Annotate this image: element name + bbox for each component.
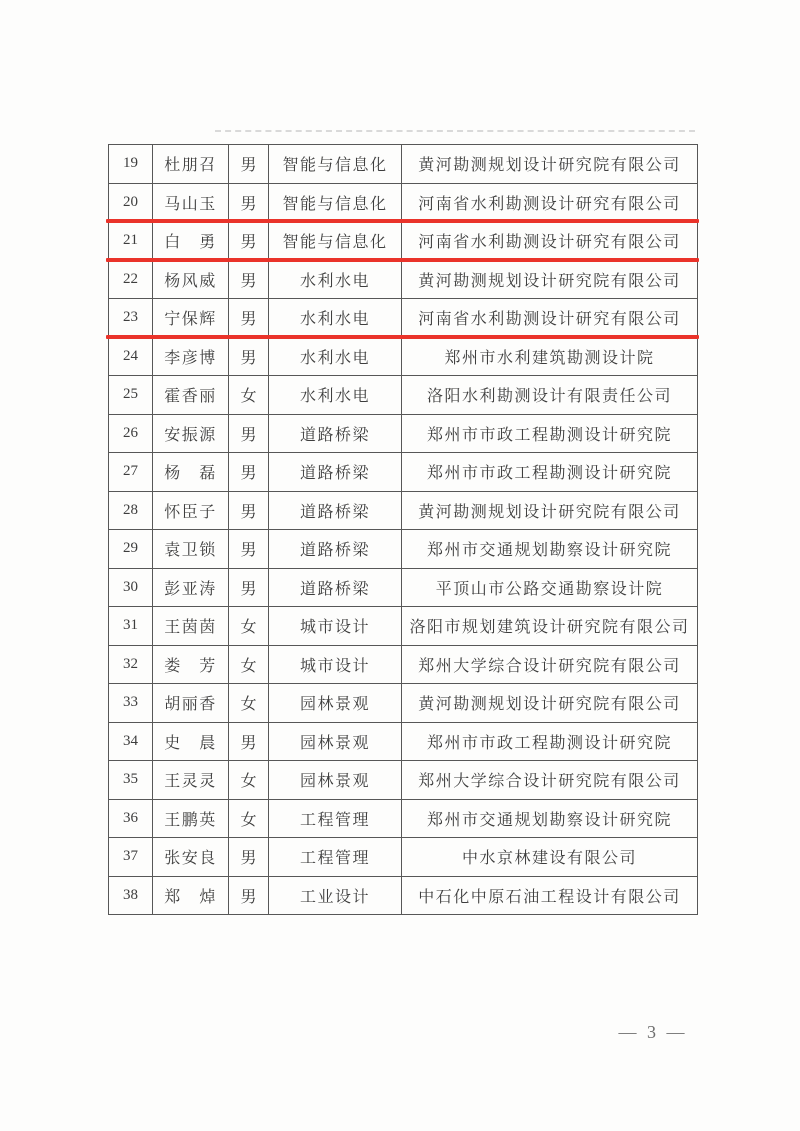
cell-name: 宁保辉 — [153, 299, 229, 338]
cell-category: 园林景观 — [269, 761, 402, 800]
cell-no: 32 — [109, 645, 153, 684]
cell-company: 郑州市市政工程勘测设计研究院 — [402, 453, 698, 492]
cell-company: 郑州市交通规划勘察设计研究院 — [402, 799, 698, 838]
cell-gender: 女 — [229, 799, 269, 838]
cell-name: 袁卫锁 — [153, 530, 229, 569]
cell-category: 道路桥梁 — [269, 568, 402, 607]
table-row — [109, 222, 698, 261]
table-row — [109, 453, 698, 492]
cell-category: 工业设计 — [269, 876, 402, 915]
cell-company: 黄河勘测规划设计研究院有限公司 — [402, 260, 698, 299]
cell-company: 河南省水利勘测设计研究有限公司 — [402, 183, 698, 222]
table-row — [109, 645, 698, 684]
cell-name: 马山玉 — [153, 183, 229, 222]
cell-gender: 男 — [229, 491, 269, 530]
cell-gender: 男 — [229, 145, 269, 184]
cell-category: 园林景观 — [269, 684, 402, 723]
table-row — [109, 260, 698, 299]
cell-company: 中石化中原石油工程设计有限公司 — [402, 876, 698, 915]
cell-category: 智能与信息化 — [269, 183, 402, 222]
cell-no: 36 — [109, 799, 153, 838]
table-row — [109, 876, 698, 915]
cell-no: 35 — [109, 761, 153, 800]
cell-gender: 男 — [229, 722, 269, 761]
cell-gender: 男 — [229, 222, 269, 261]
cell-company: 河南省水利勘测设计研究有限公司 — [402, 222, 698, 261]
cell-company: 黄河勘测规划设计研究院有限公司 — [402, 145, 698, 184]
cell-no: 26 — [109, 414, 153, 453]
cell-no: 34 — [109, 722, 153, 761]
cell-company: 郑州市水利建筑勘测设计院 — [402, 337, 698, 376]
cell-category: 城市设计 — [269, 645, 402, 684]
cell-gender: 女 — [229, 607, 269, 646]
cell-name: 杨 磊 — [153, 453, 229, 492]
cell-gender: 男 — [229, 838, 269, 877]
cell-gender: 女 — [229, 761, 269, 800]
cell-name: 张安良 — [153, 838, 229, 877]
cell-name: 李彦博 — [153, 337, 229, 376]
table-row — [109, 491, 698, 530]
table-row — [109, 145, 698, 184]
cell-company: 河南省水利勘测设计研究有限公司 — [402, 299, 698, 338]
table-row — [109, 799, 698, 838]
cell-gender: 男 — [229, 337, 269, 376]
cell-category: 道路桥梁 — [269, 530, 402, 569]
cell-company: 黄河勘测规划设计研究院有限公司 — [402, 491, 698, 530]
cell-company: 平顶山市公路交通勘察设计院 — [402, 568, 698, 607]
cell-name: 彭亚涛 — [153, 568, 229, 607]
cell-gender: 女 — [229, 645, 269, 684]
cell-category: 园林景观 — [269, 722, 402, 761]
table-row — [109, 838, 698, 877]
cell-no: 27 — [109, 453, 153, 492]
cell-no: 31 — [109, 607, 153, 646]
cell-gender: 男 — [229, 414, 269, 453]
table-row — [109, 183, 698, 222]
cell-company: 郑州大学综合设计研究院有限公司 — [402, 761, 698, 800]
cell-name: 白 勇 — [153, 222, 229, 261]
cell-gender: 男 — [229, 183, 269, 222]
cell-no: 23 — [109, 299, 153, 338]
cell-no: 22 — [109, 260, 153, 299]
table-row — [109, 376, 698, 415]
table-row — [109, 414, 698, 453]
cell-no: 19 — [109, 145, 153, 184]
scan-artifact-line — [215, 130, 695, 132]
roster-table-body — [109, 145, 698, 915]
cell-gender: 男 — [229, 453, 269, 492]
cell-name: 胡丽香 — [153, 684, 229, 723]
cell-category: 水利水电 — [269, 337, 402, 376]
cell-category: 智能与信息化 — [269, 145, 402, 184]
table-row — [109, 568, 698, 607]
cell-name: 杨风威 — [153, 260, 229, 299]
cell-name: 郑 焯 — [153, 876, 229, 915]
cell-category: 城市设计 — [269, 607, 402, 646]
table-row — [109, 299, 698, 338]
cell-company: 郑州市市政工程勘测设计研究院 — [402, 722, 698, 761]
table-row — [109, 761, 698, 800]
cell-gender: 男 — [229, 299, 269, 338]
cell-name: 王茵茵 — [153, 607, 229, 646]
cell-no: 24 — [109, 337, 153, 376]
cell-category: 工程管理 — [269, 838, 402, 877]
cell-company: 黄河勘测规划设计研究院有限公司 — [402, 684, 698, 723]
cell-name: 娄 芳 — [153, 645, 229, 684]
table-row — [109, 530, 698, 569]
cell-no: 37 — [109, 838, 153, 877]
cell-name: 怀臣子 — [153, 491, 229, 530]
cell-name: 安振源 — [153, 414, 229, 453]
cell-gender: 女 — [229, 376, 269, 415]
cell-category: 道路桥梁 — [269, 414, 402, 453]
cell-company: 郑州市市政工程勘测设计研究院 — [402, 414, 698, 453]
cell-no: 21 — [109, 222, 153, 261]
cell-company: 洛阳水利勘测设计有限责任公司 — [402, 376, 698, 415]
table-row — [109, 607, 698, 646]
cell-name: 王灵灵 — [153, 761, 229, 800]
cell-category: 水利水电 — [269, 299, 402, 338]
cell-name: 杜朋召 — [153, 145, 229, 184]
cell-gender: 男 — [229, 568, 269, 607]
cell-name: 霍香丽 — [153, 376, 229, 415]
cell-no: 38 — [109, 876, 153, 915]
cell-gender: 男 — [229, 876, 269, 915]
cell-no: 30 — [109, 568, 153, 607]
cell-company: 洛阳市规划建筑设计研究院有限公司 — [402, 607, 698, 646]
cell-company: 郑州市交通规划勘察设计研究院 — [402, 530, 698, 569]
cell-category: 水利水电 — [269, 376, 402, 415]
table-row — [109, 337, 698, 376]
cell-category: 智能与信息化 — [269, 222, 402, 261]
cell-gender: 男 — [229, 260, 269, 299]
cell-no: 25 — [109, 376, 153, 415]
cell-category: 水利水电 — [269, 260, 402, 299]
cell-no: 29 — [109, 530, 153, 569]
page-number: — 3 — — [618, 1022, 688, 1042]
cell-name: 王鹏英 — [153, 799, 229, 838]
cell-no: 33 — [109, 684, 153, 723]
table-row — [109, 684, 698, 723]
cell-category: 道路桥梁 — [269, 491, 402, 530]
cell-category: 道路桥梁 — [269, 453, 402, 492]
table-row — [109, 722, 698, 761]
cell-company: 郑州大学综合设计研究院有限公司 — [402, 645, 698, 684]
cell-company: 中水京林建设有限公司 — [402, 838, 698, 877]
cell-gender: 男 — [229, 530, 269, 569]
cell-no: 20 — [109, 183, 153, 222]
cell-category: 工程管理 — [269, 799, 402, 838]
roster-table — [108, 144, 698, 915]
cell-gender: 女 — [229, 684, 269, 723]
cell-name: 史 晨 — [153, 722, 229, 761]
cell-no: 28 — [109, 491, 153, 530]
